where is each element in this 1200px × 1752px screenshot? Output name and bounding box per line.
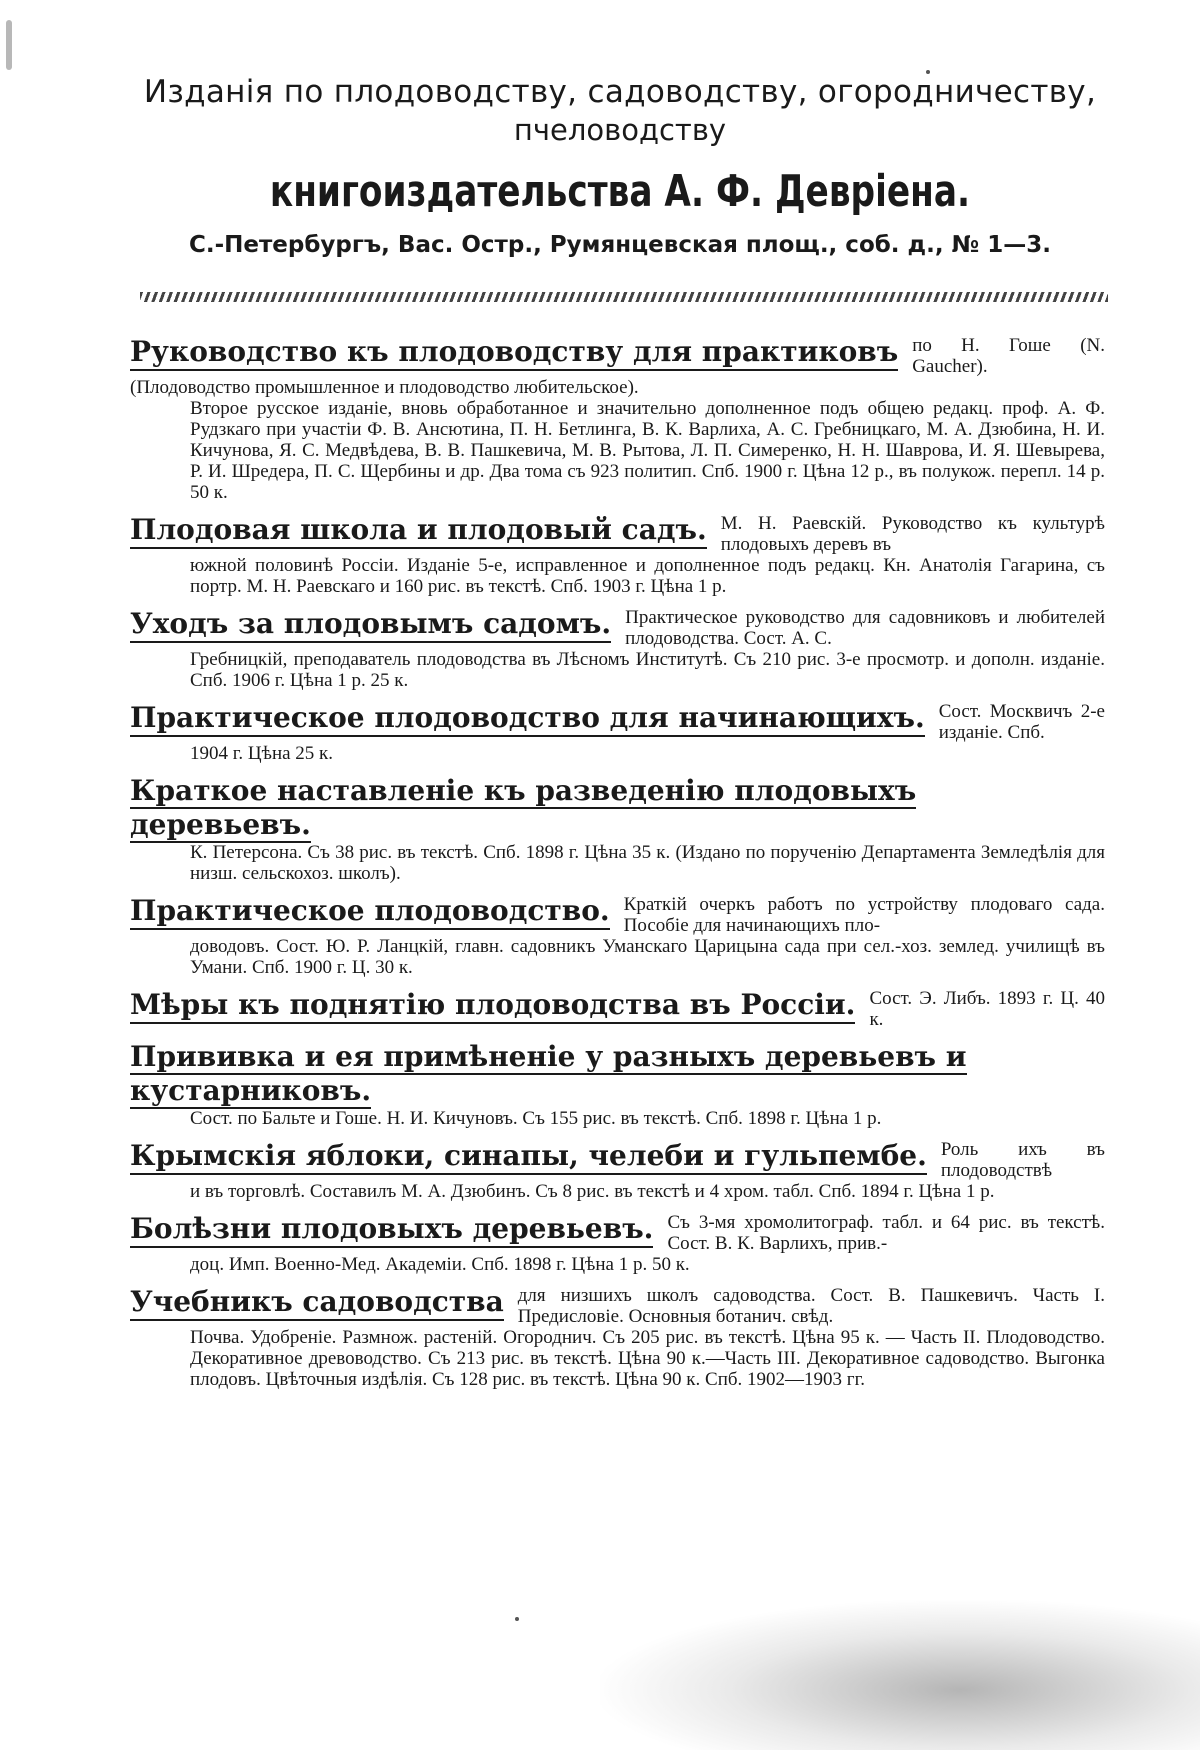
entry-title: Руководство къ плодоводству для практиковъ	[130, 335, 898, 371]
catalog-entry	[130, 701, 1105, 764]
entry-text-continued: доц. Имп. Военно-Мед. Академіи. Спб. 1898 г. Цѣна 1 р. 50 к.	[190, 1254, 690, 1275]
catalog-entries	[130, 335, 1105, 1400]
entry-text: Сост. Э. Либъ. 1893 г. Ц. 40 к.	[869, 988, 1105, 1030]
page-header	[120, 72, 1120, 262]
entry-text: Краткій очеркъ работъ по устройству плодоваго сада. Пособіе для начинающихъ пло-	[623, 894, 1105, 936]
catalog-entry	[130, 894, 1105, 978]
entry-text-continued: доводовъ. Сост. Ю. Р. Ланцкій, главн. садовникъ Уманскаго Царицына сада при сел.-хоз. землед. училищѣ въ Умани. Спб. 1900 г. Ц. 30 к.	[190, 936, 1105, 978]
catalog-entry	[130, 513, 1105, 597]
entry-text: Съ 3-мя хромолитограф. табл. и 64 рис. въ текстѣ. Сост. В. К. Варлихъ, прив.-	[667, 1212, 1105, 1254]
catalog-entry	[130, 1040, 1105, 1129]
entry-title: Болѣзни плодовыхъ деревьевъ.	[130, 1212, 653, 1248]
catalog-entry	[130, 1285, 1105, 1390]
entry-title: Плодовая школа и плодовый садъ.	[130, 513, 707, 549]
entry-text-continued: Второе русское изданіе, вновь обработанное и значительно дополненное подъ общею редакц. проф. А. Ф. Рудзкаго при участіи Ф. В. Ансютина, П. Н. Бетлинга, В. К. Варлиха, А. С. Гребницкаго, М. А. Дзюбина, Н. И. Кичунова, Я. С. Медвѣдева, В. В. Пашкевича, М. В. Рытова, Л. П. Симеренко, Н. Н. Шаврова, И. Я. Шевырева, Р. И. Шредера, П. С. Щербины и др. Два тома съ 923 политип. Спб. 1900 г. Цѣна 12 р., въ полукож. перепл. 14 р. 50 к.	[190, 398, 1105, 503]
catalog-entry	[130, 1212, 1105, 1275]
entry-text-continued: К. Петерсона. Съ 38 рис. въ текстѣ. Спб. 1898 г. Цѣна 35 к. (Издано по порученію Департамента Земледѣлія для низш. сельскохоз. школъ).	[190, 842, 1105, 884]
entry-text: М. Н. Раевскій. Руководство къ культурѣ плодовыхъ деревъ въ	[720, 513, 1105, 555]
catalog-entry	[130, 335, 1105, 503]
catalog-entry	[130, 774, 1105, 884]
entry-text: Сост. по Бальте и Гоше. Н. И. Кичуновъ. Съ 155 рис. въ текстѣ. Спб. 1898 г. Цѣна 1 р.	[190, 1108, 882, 1129]
entry-title: Крымскія яблоки, синапы, челеби и гульпембе.	[130, 1139, 927, 1175]
entry-title: Прививка и ея примѣненіе у разныхъ деревьевъ и кустарниковъ.	[130, 1040, 967, 1107]
entry-title: Учебникъ садоводства	[130, 1285, 504, 1321]
entry-text: по Н. Гоше (N. Gaucher). (Плодоводство промышленное и плодоводство любительское).	[130, 335, 1105, 398]
entry-text: для низшихъ школъ садоводства. Сост. В. Пашкевичъ. Часть I. Предисловіе. Основныя ботанич. свѣд.	[517, 1285, 1105, 1327]
header-publisher: книгоиздательства А. Ф. Девріена.	[269, 166, 971, 217]
header-subject-line-2: пчеловодству	[513, 113, 727, 147]
scan-smudge	[600, 1600, 1200, 1750]
scan-edge-mark	[6, 20, 12, 70]
catalog-entry	[130, 607, 1105, 691]
entry-text: Роль ихъ въ плодоводствѣ	[940, 1139, 1105, 1181]
entry-title: Краткое наставленіе къ разведенію плодовыхъ деревьевъ.	[130, 774, 917, 841]
entry-title: Уходъ за плодовымъ садомъ.	[130, 607, 611, 643]
entry-title: Практическое плодоводство.	[130, 894, 610, 930]
entry-text-continued: Гребницкій, преподаватель плодоводства въ Лѣсномъ Институтѣ. Съ 210 рис. 3-е просмотр. и дополн. изданіе. Спб. 1906 г. Цѣна 1 р. 25 к.	[190, 649, 1105, 691]
entry-title: Практическое плодоводство для начинающихъ.	[130, 701, 925, 737]
catalog-entry	[130, 1139, 1105, 1202]
entry-text: Сост. Москвичъ 2-е изданіе. Спб.	[938, 701, 1105, 743]
entry-text-continued: 1904 г. Цѣна 25 к.	[190, 743, 334, 764]
entry-text-continued: и въ торговлѣ. Составилъ М. А. Дзюбинъ. Съ 8 рис. въ текстѣ и 4 хром. табл. Спб. 1894 г. Цѣна 1 р.	[190, 1181, 995, 1202]
ornamental-divider	[140, 292, 1108, 302]
header-address: С.-Петербургъ, Вас. Остр., Румянцевская площ., соб. д., № 1—3.	[188, 232, 1052, 258]
header-subject-line: Изданія по плодоводству, садоводству, огородничеству,	[143, 74, 1097, 110]
entry-text-continued: Почва. Удобреніе. Размнож. растеній. Огороднич. Съ 205 рис. въ текстѣ. Цѣна 95 к. — Часть II. Плодоводство. Декоративное древоводство. Съ 213 рис. въ текстѣ. Цѣна 90 к.—Часть III. Декоративное садоводство. Выгонка плодовъ. Цвѣточныя издѣлія. Съ 128 рис. въ текстѣ. Цѣна 90 к. Спб. 1902—1903 гг.	[190, 1327, 1105, 1390]
entry-text-continued: южной половинѣ Россіи. Изданіе 5-е, исправленное и дополненное подъ редакц. Кн. Анатолія Гагарина, съ портр. М. Н. Раевскаго и 160 рис. въ текстѣ. Спб. 1903 г. Цѣна 1 р.	[190, 555, 1105, 597]
entry-title: Мѣры къ поднятію плодоводства въ Россіи.	[130, 988, 855, 1024]
scan-speck	[515, 1617, 519, 1621]
catalog-entry	[130, 988, 1105, 1030]
entry-text: Практическое руководство для садовниковъ и любителей плодоводства. Сост. А. С.	[625, 607, 1105, 649]
